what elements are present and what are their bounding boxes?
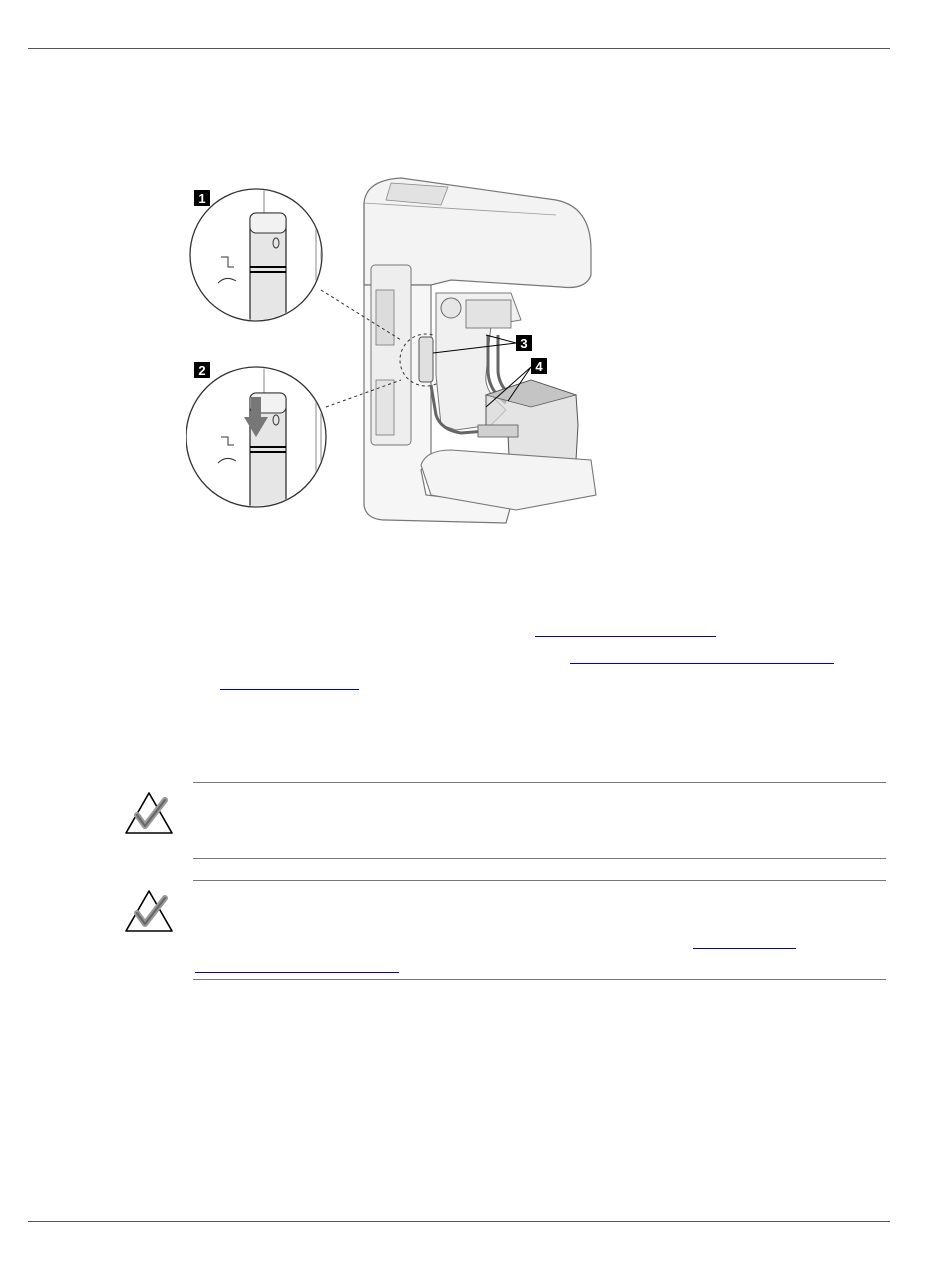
header-rule xyxy=(28,48,890,49)
cross-reference-link[interactable] xyxy=(535,636,716,637)
note-bottom-rule xyxy=(193,979,886,980)
cross-reference-link[interactable] xyxy=(220,689,359,690)
note-top-rule xyxy=(193,782,886,783)
svg-text:2: 2 xyxy=(198,363,206,378)
cross-reference-link[interactable] xyxy=(693,948,796,949)
check-mark-triangle-icon xyxy=(123,888,175,934)
svg-text:4: 4 xyxy=(535,359,543,374)
cross-reference-link[interactable] xyxy=(195,972,399,973)
callout-2 xyxy=(194,362,210,378)
svg-text:1: 1 xyxy=(198,191,206,206)
cross-reference-link[interactable] xyxy=(570,663,834,664)
note-top-rule xyxy=(193,880,886,881)
face-shield-illustration xyxy=(186,175,606,530)
callout-1 xyxy=(194,190,210,206)
callout-3 xyxy=(516,335,532,351)
callout-4 xyxy=(531,358,547,374)
note-bottom-rule xyxy=(193,858,886,859)
svg-text:3: 3 xyxy=(520,336,528,351)
footer-rule xyxy=(28,1221,890,1222)
check-mark-triangle-icon xyxy=(123,790,175,836)
